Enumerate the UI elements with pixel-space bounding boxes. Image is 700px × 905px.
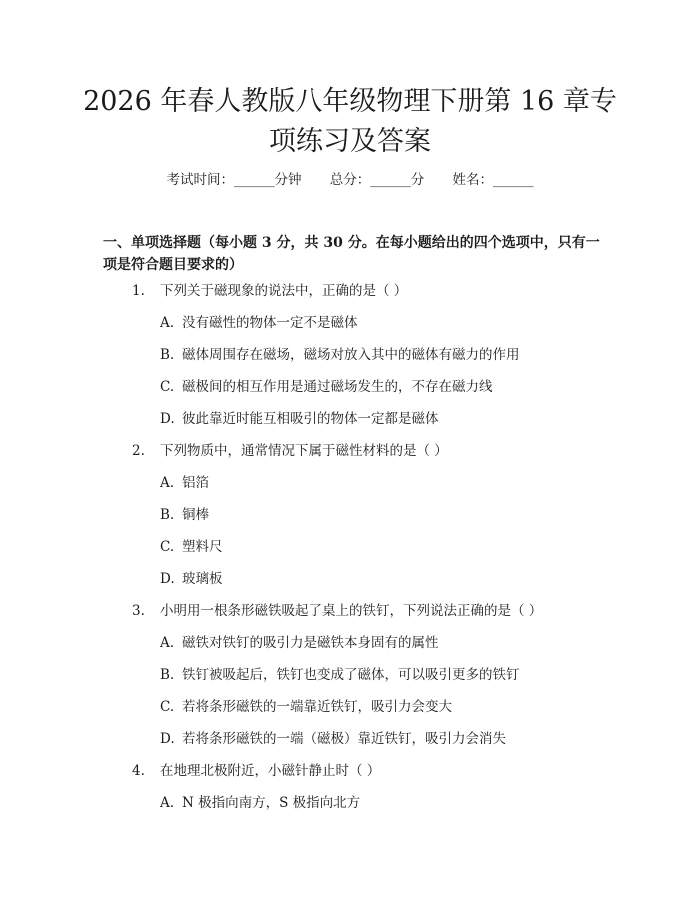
question-1-option-d bbox=[160, 410, 439, 428]
total-score-field: 总分：______分 bbox=[329, 172, 425, 188]
option-text: 铜棒 bbox=[182, 507, 209, 523]
question-text: 在地理北极附近，小磁针静止时（ ） bbox=[160, 763, 381, 779]
question-2 bbox=[132, 442, 448, 460]
exam-time-field: 考试时间：______分钟 bbox=[166, 172, 302, 188]
option-letter: B. bbox=[160, 667, 175, 683]
option-letter: A. bbox=[160, 795, 175, 811]
option-text: 塑料尺 bbox=[182, 539, 223, 555]
student-name-field: 姓名：______ bbox=[452, 172, 534, 188]
question-2-option-d bbox=[160, 570, 223, 588]
question-3-option-d bbox=[160, 730, 506, 748]
option-text: N 极指向南方，S 极指向北方 bbox=[182, 795, 361, 811]
question-3 bbox=[132, 602, 542, 620]
option-text: 磁体周围存在磁场，磁场对放入其中的磁体有磁力的作用 bbox=[182, 347, 520, 363]
question-4-option-a bbox=[160, 794, 360, 812]
option-text: 彼此靠近时能互相吸引的物体一定都是磁体 bbox=[182, 411, 439, 427]
option-text: 没有磁性的物体一定不是磁体 bbox=[182, 315, 358, 331]
question-number: 2. bbox=[132, 443, 145, 459]
option-letter: D. bbox=[160, 411, 175, 427]
option-text: 若将条形磁铁的一端靠近铁钉，吸引力会变大 bbox=[182, 699, 452, 715]
option-text: 铝箔 bbox=[182, 475, 209, 491]
question-1-option-a bbox=[160, 314, 358, 332]
question-3-option-c bbox=[160, 698, 452, 716]
question-2-option-c bbox=[160, 538, 223, 556]
document-title bbox=[0, 82, 700, 162]
question-text: 下列关于磁现象的说法中，正确的是（ ） bbox=[160, 283, 408, 299]
option-letter: C. bbox=[160, 699, 175, 715]
option-letter: D. bbox=[160, 731, 175, 747]
option-text: 磁极间的相互作用是通过磁场发生的，不存在磁力线 bbox=[182, 379, 493, 395]
option-letter: C. bbox=[160, 379, 175, 395]
question-number: 4. bbox=[132, 763, 145, 779]
question-3-option-b bbox=[160, 666, 520, 684]
question-2-option-a bbox=[160, 474, 209, 492]
option-text: 磁铁对铁钉的吸引力是磁铁本身固有的属性 bbox=[182, 635, 439, 651]
question-text: 小明用一根条形磁铁吸起了桌上的铁钉，下列说法正确的是（ ） bbox=[160, 603, 543, 619]
option-letter: B. bbox=[160, 507, 175, 523]
question-1 bbox=[132, 282, 407, 300]
question-number: 1. bbox=[132, 283, 145, 299]
question-2-option-b bbox=[160, 506, 209, 524]
option-letter: A. bbox=[160, 635, 175, 651]
option-letter: A. bbox=[160, 315, 175, 331]
question-1-option-b bbox=[160, 346, 520, 364]
option-text: 铁钉被吸起后，铁钉也变成了磁体，可以吸引更多的铁钉 bbox=[182, 667, 520, 683]
section-heading: 一、单项选择题（每小题 3 分，共 30 分。在每小题给出的四个选项中，只有一项是符合题目要求的） bbox=[103, 235, 600, 273]
question-3-option-a bbox=[160, 634, 439, 652]
title-line-1: 2026 年春人教版八年级物理下册第 16 章专 bbox=[83, 86, 617, 117]
question-1-option-c bbox=[160, 378, 493, 396]
title-line-2: 项练习及答案 bbox=[269, 126, 431, 157]
option-letter: A. bbox=[160, 475, 175, 491]
question-number: 3. bbox=[132, 603, 145, 619]
option-letter: B. bbox=[160, 347, 175, 363]
option-letter: D. bbox=[160, 571, 175, 587]
option-letter: C. bbox=[160, 539, 175, 555]
question-4 bbox=[132, 762, 380, 780]
option-text: 若将条形磁铁的一端（磁极）靠近铁钉，吸引力会消失 bbox=[182, 731, 506, 747]
option-text: 玻璃板 bbox=[182, 571, 223, 587]
exam-meta bbox=[0, 168, 700, 188]
question-text: 下列物质中，通常情况下属于磁性材料的是（ ） bbox=[160, 443, 448, 459]
